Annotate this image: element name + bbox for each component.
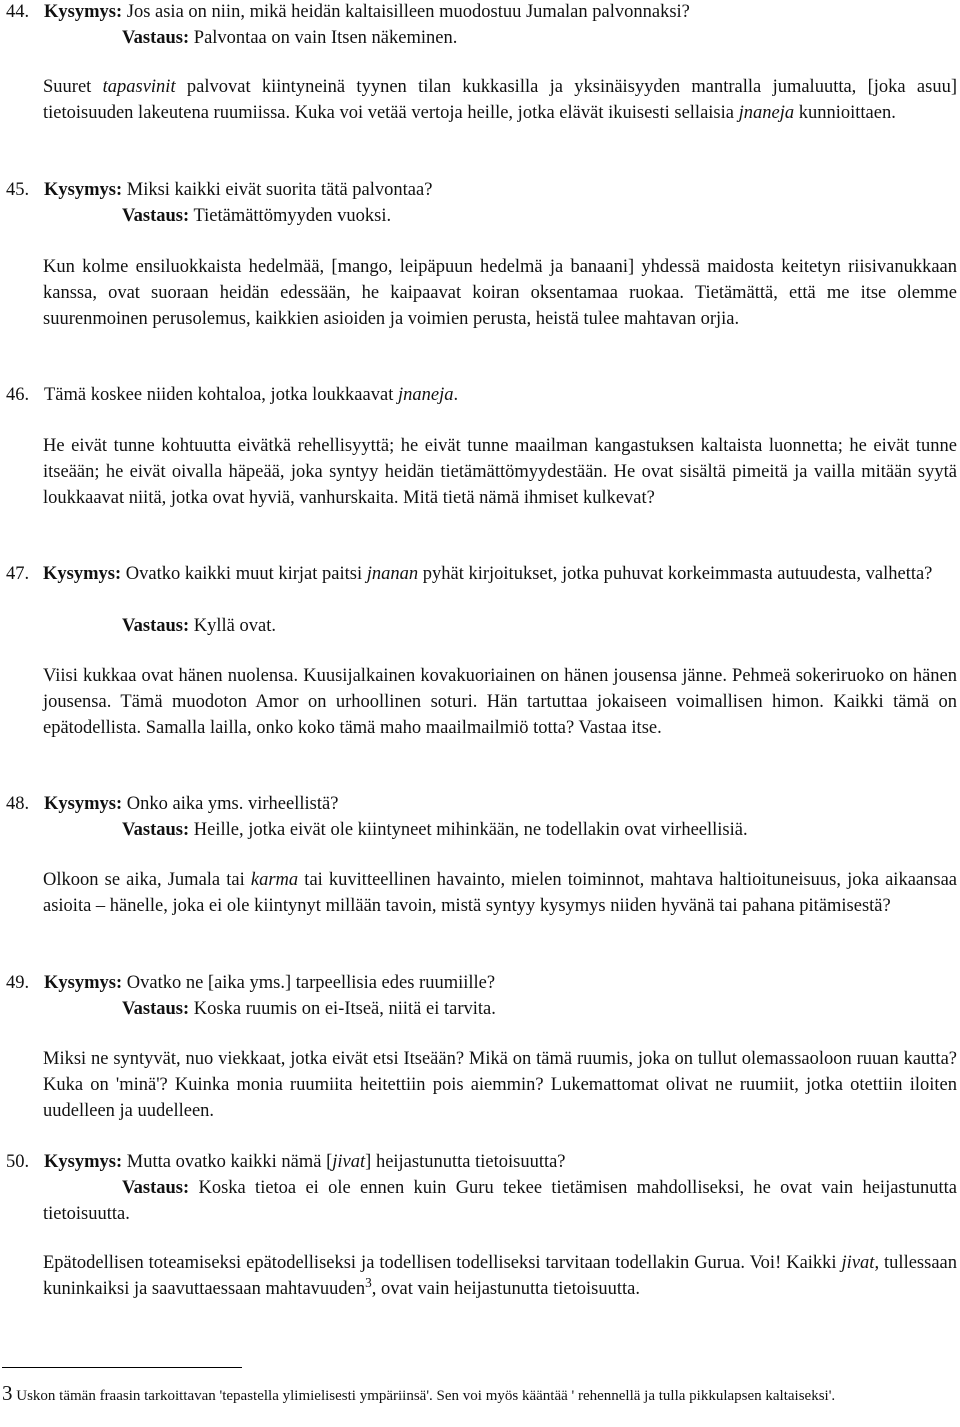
answer-text: Heille, jotka eivät ole kiintyneet mihinkään, ne todellakin ovat virheellisiä. bbox=[189, 820, 748, 840]
answer-label: Vastaus: bbox=[122, 820, 190, 840]
footnote-ref: 3 bbox=[365, 1274, 372, 1290]
paragraph-text bbox=[43, 75, 957, 127]
question-number: 48. bbox=[6, 794, 30, 814]
paragraph-50 bbox=[43, 1251, 957, 1303]
text-run: palvovat kiintyneinä tyynen tilan kukkasilla ja yksinäisyyden mantralla jumaluutta, [joka asuu] tietoisuuden lakeutena ruumiissa. Kuka voi vetää vertoja heille, jotka elävät ikuisesti sellaisia bbox=[43, 77, 957, 123]
question-label: Kysymys: bbox=[44, 794, 123, 814]
answer-text: Kyllä ovat. bbox=[189, 616, 276, 636]
answer-label: Vastaus: bbox=[122, 1178, 190, 1198]
italic-term: karma bbox=[250, 870, 299, 890]
paragraph-text bbox=[43, 434, 957, 511]
question-text-end: pyhät kirjoitukset, jotka puhuvat korkeimmasta autuudesta, valhetta? bbox=[418, 564, 933, 584]
text-run: , tullessaan kuninkaiksi ja saavuttaessaan mahtavuuden bbox=[43, 1253, 957, 1299]
paragraph-text bbox=[43, 664, 957, 741]
question-number: 46. bbox=[6, 385, 30, 405]
question-line bbox=[43, 562, 957, 588]
question-label: Kysymys: bbox=[43, 564, 122, 584]
heading-italic: jnaneja bbox=[397, 385, 454, 405]
text-run: He eivät tunne kohtuutta eivätkä rehellisyyttä; he eivät tunne maailman kangastuksen kaltaista luonnetta; he eivät tunne itseään; he eivät oivalla häpeää, joka syntyy heidän tietämättömyydestään. He ovat sisältä pimeitä ja vailla mitään syytä loukkaavat niitä, jotka ovat hyviä, vanhurskaita. Mitä tietä nämä ihmiset kulkevat? bbox=[43, 436, 957, 508]
answer-label: Vastaus: bbox=[122, 206, 190, 226]
question-text: Mutta ovatko kaikki nämä [ bbox=[122, 1152, 333, 1172]
question-text-end: ] heijastunutta tietoisuutta? bbox=[365, 1152, 566, 1172]
italic-term: tapasvinit bbox=[102, 77, 176, 97]
paragraph-45 bbox=[43, 255, 957, 332]
question-text: Ovatko ne [aika yms.] tarpeellisia edes ruumiille? bbox=[122, 973, 496, 993]
paragraph-text bbox=[43, 868, 957, 920]
italic-term: jivat bbox=[841, 1253, 875, 1273]
text-run: Epätodellisen toteamiseksi epätodelliseksi ja todellisen todelliseksi tarvitaan todellakin Gurua. Voi! Kaikki bbox=[43, 1253, 842, 1273]
footnote-rule bbox=[2, 1367, 242, 1368]
footnote bbox=[2, 1380, 942, 1409]
question-line bbox=[44, 383, 458, 409]
paragraph-text bbox=[43, 1047, 957, 1124]
heading-end: . bbox=[453, 385, 459, 405]
answer-label: Vastaus: bbox=[122, 28, 190, 48]
text-run: Kun kolme ensiluokkaista hedelmää, [mango, leipäpuun hedelmä ja banaani] yhdessä maidosta keitetyn riisivanukkaan kanssa, ovat suoraan heidän edessään, he kaipaavat koiran oksentamaa ruokaa. Tietämättä, että me itse olemme suurenmoinen perusolemus, kaikkien asioiden ja voimien perusta, heistä tulee mahtavan orjia. bbox=[43, 257, 957, 329]
answer-text: Tietämättömyyden vuoksi. bbox=[189, 206, 392, 226]
question-text: Ovatko kaikki muut kirjat paitsi bbox=[121, 564, 367, 584]
answer-line bbox=[122, 997, 496, 1023]
question-line bbox=[44, 792, 338, 818]
footnote-number: 3 bbox=[2, 1381, 13, 1405]
question-line bbox=[44, 178, 432, 204]
question-label: Kysymys: bbox=[44, 1152, 123, 1172]
question-text: Jos asia on niin, mikä heidän kaltaisilleen muodostuu Jumalan palvonnaksi? bbox=[122, 2, 690, 22]
question-line bbox=[44, 0, 690, 26]
answer-50 bbox=[43, 1176, 957, 1228]
answer-text: Palvontaa on vain Itsen näkeminen. bbox=[189, 28, 458, 48]
text-run: kunnioittaen. bbox=[794, 102, 896, 123]
question-47-text bbox=[43, 562, 957, 588]
paragraph-text bbox=[43, 255, 957, 332]
answer-text: Koska tietoa ei ole ennen kuin Guru tekee tietämisen mahdolliseksi, he ovat vain heijastunutta tietoisuutta. bbox=[43, 1178, 957, 1224]
question-line bbox=[44, 1150, 566, 1176]
question-text: Miksi kaikki eivät suorita tätä palvontaa? bbox=[122, 180, 433, 200]
text-run: Viisi kukkaa ovat hänen nuolensa. Kuusijalkainen kovakuoriainen on hänen jousensa jänne. Pehmeä sokeriruoko on hänen jousensa. Tämä muodoton Amor on urhoollinen soturi. Hän tartuttaa jokaiseen voimallisen himon. Kaikki tämä on epätodellista. Samalla lailla, onko koko tämä maho maailmailmiö totta? Vastaa itse. bbox=[43, 666, 957, 738]
question-label: Kysymys: bbox=[44, 180, 123, 200]
italic-term: jnaneja bbox=[738, 102, 795, 123]
question-italic: jivat bbox=[332, 1152, 366, 1172]
paragraph-text bbox=[43, 1251, 957, 1303]
question-label: Kysymys: bbox=[44, 2, 123, 22]
answer-label: Vastaus: bbox=[122, 999, 190, 1019]
footnote-text: Uskon tämän fraasin tarkoittavan 'tepastella ylimielisesti ympäriinsä'. Sen voi myös kääntää ' rehennellä ja tulla pikkulapsen kaltaiseksi'. bbox=[12, 1388, 836, 1404]
answer-47 bbox=[122, 614, 276, 640]
text-run: Olkoon se aika, Jumala tai bbox=[43, 870, 251, 890]
question-line bbox=[44, 971, 495, 997]
question-number: 49. bbox=[6, 973, 30, 993]
answer-line bbox=[43, 1176, 957, 1228]
paragraph-44 bbox=[43, 75, 957, 127]
question-number: 45. bbox=[6, 180, 30, 200]
question-label: Kysymys: bbox=[44, 973, 123, 993]
question-italic: jnanan bbox=[366, 564, 419, 584]
answer-label: Vastaus: bbox=[122, 616, 190, 636]
paragraph-48 bbox=[43, 868, 957, 920]
answer-text: Koska ruumis on ei-Itseä, niitä ei tarvita. bbox=[189, 999, 496, 1019]
answer-line bbox=[122, 818, 748, 844]
question-number: 50. bbox=[6, 1152, 30, 1172]
paragraph-49 bbox=[43, 1047, 957, 1124]
question-number: 47. bbox=[6, 564, 30, 584]
question-text: Onko aika yms. virheellistä? bbox=[122, 794, 339, 814]
heading-text: Tämä koskee niiden kohtaloa, jotka loukkaavat bbox=[44, 385, 398, 405]
paragraph-46 bbox=[43, 434, 957, 511]
answer-line bbox=[122, 26, 457, 52]
text-run: , ovat vain heijastunutta tietoisuutta. bbox=[371, 1278, 640, 1299]
text-run: tai kuvitteellinen havainto, mielen toiminnot, mahtava haltioituneisuus, joka aikaansaa asioita – hänelle, joka ei ole kiintynyt millään tavoin, mistä syntyy kysymys niiden hyvänä tai pahana pitämisestä? bbox=[43, 870, 957, 916]
question-number: 44. bbox=[6, 2, 30, 22]
paragraph-47 bbox=[43, 664, 957, 741]
text-run: Miksi ne syntyvät, nuo viekkaat, jotka eivät etsi Itseään? Mikä on tämä ruumis, joka on tullut olemassaoloon ruuan kautta? Kuka on 'minä'? Kuinka monia ruumiita heitettiin pois aiemmin? Lukemattomat olivat ne ruumiit, jotka otettiin iloiten uudelleen ja uudelleen. bbox=[43, 1049, 957, 1121]
text-run: Suuret bbox=[43, 77, 103, 97]
answer-line bbox=[122, 204, 391, 230]
